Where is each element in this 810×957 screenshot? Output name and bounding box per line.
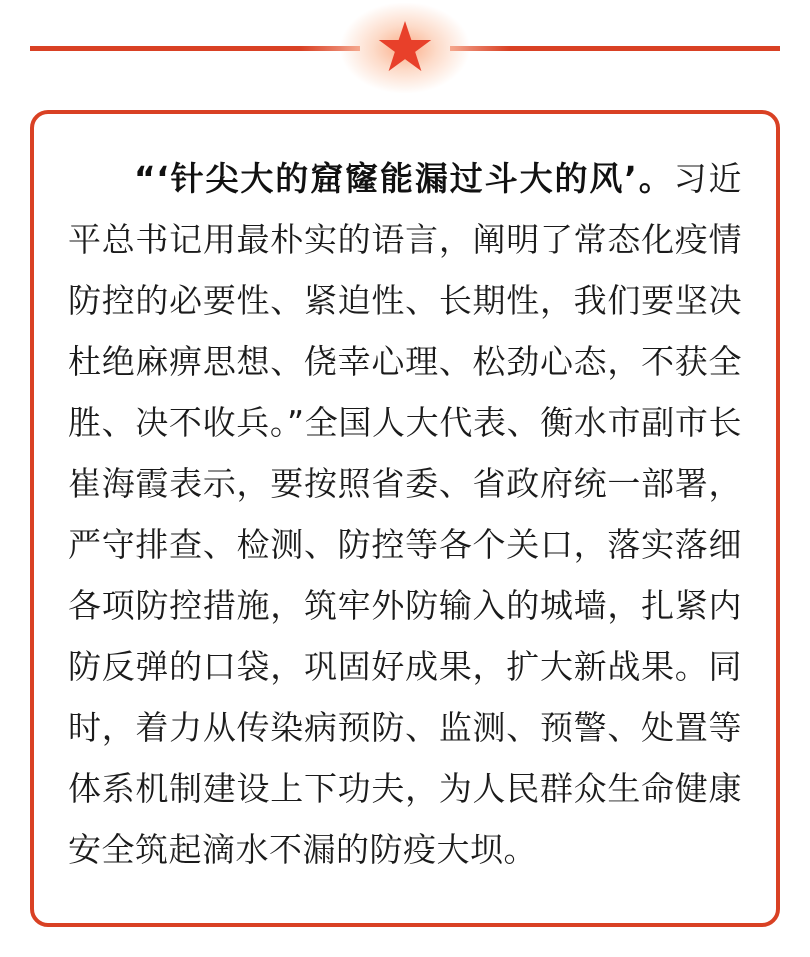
top-decorative-banner [0, 0, 810, 96]
banner-rule-left [30, 46, 360, 51]
article-text: 习近平总书记用最朴实的语言，阐明了常态化疫情防控的必要性、紧迫性、长期性，我们要坚决杜绝麻痹思想、侥幸心理、松劲心态，不获全胜、决不收兵。”全国人大代表、衡水市副市长崔海霞表示，要按照省委、省政府统一部署，严守排查、检测、防控等各个关口，落实落细各项防控措施，筑牢外防输入的城墙，扎紧内防反弹的口袋，巩固好成果，扩大新战果。同时，着力从传染病预防、监测、预警、处置等体系机制建设上下功夫，为人民群众生命健康安全筑起滴水不漏的防疫大坝。 [68, 159, 743, 869]
article-card [30, 110, 780, 927]
star-emblem [340, 2, 470, 94]
article-highlight: “‘针尖大的窟窿能漏过斗大的风’。 [134, 159, 674, 198]
banner-rule-right [450, 46, 780, 51]
article-paragraph [68, 148, 742, 880]
